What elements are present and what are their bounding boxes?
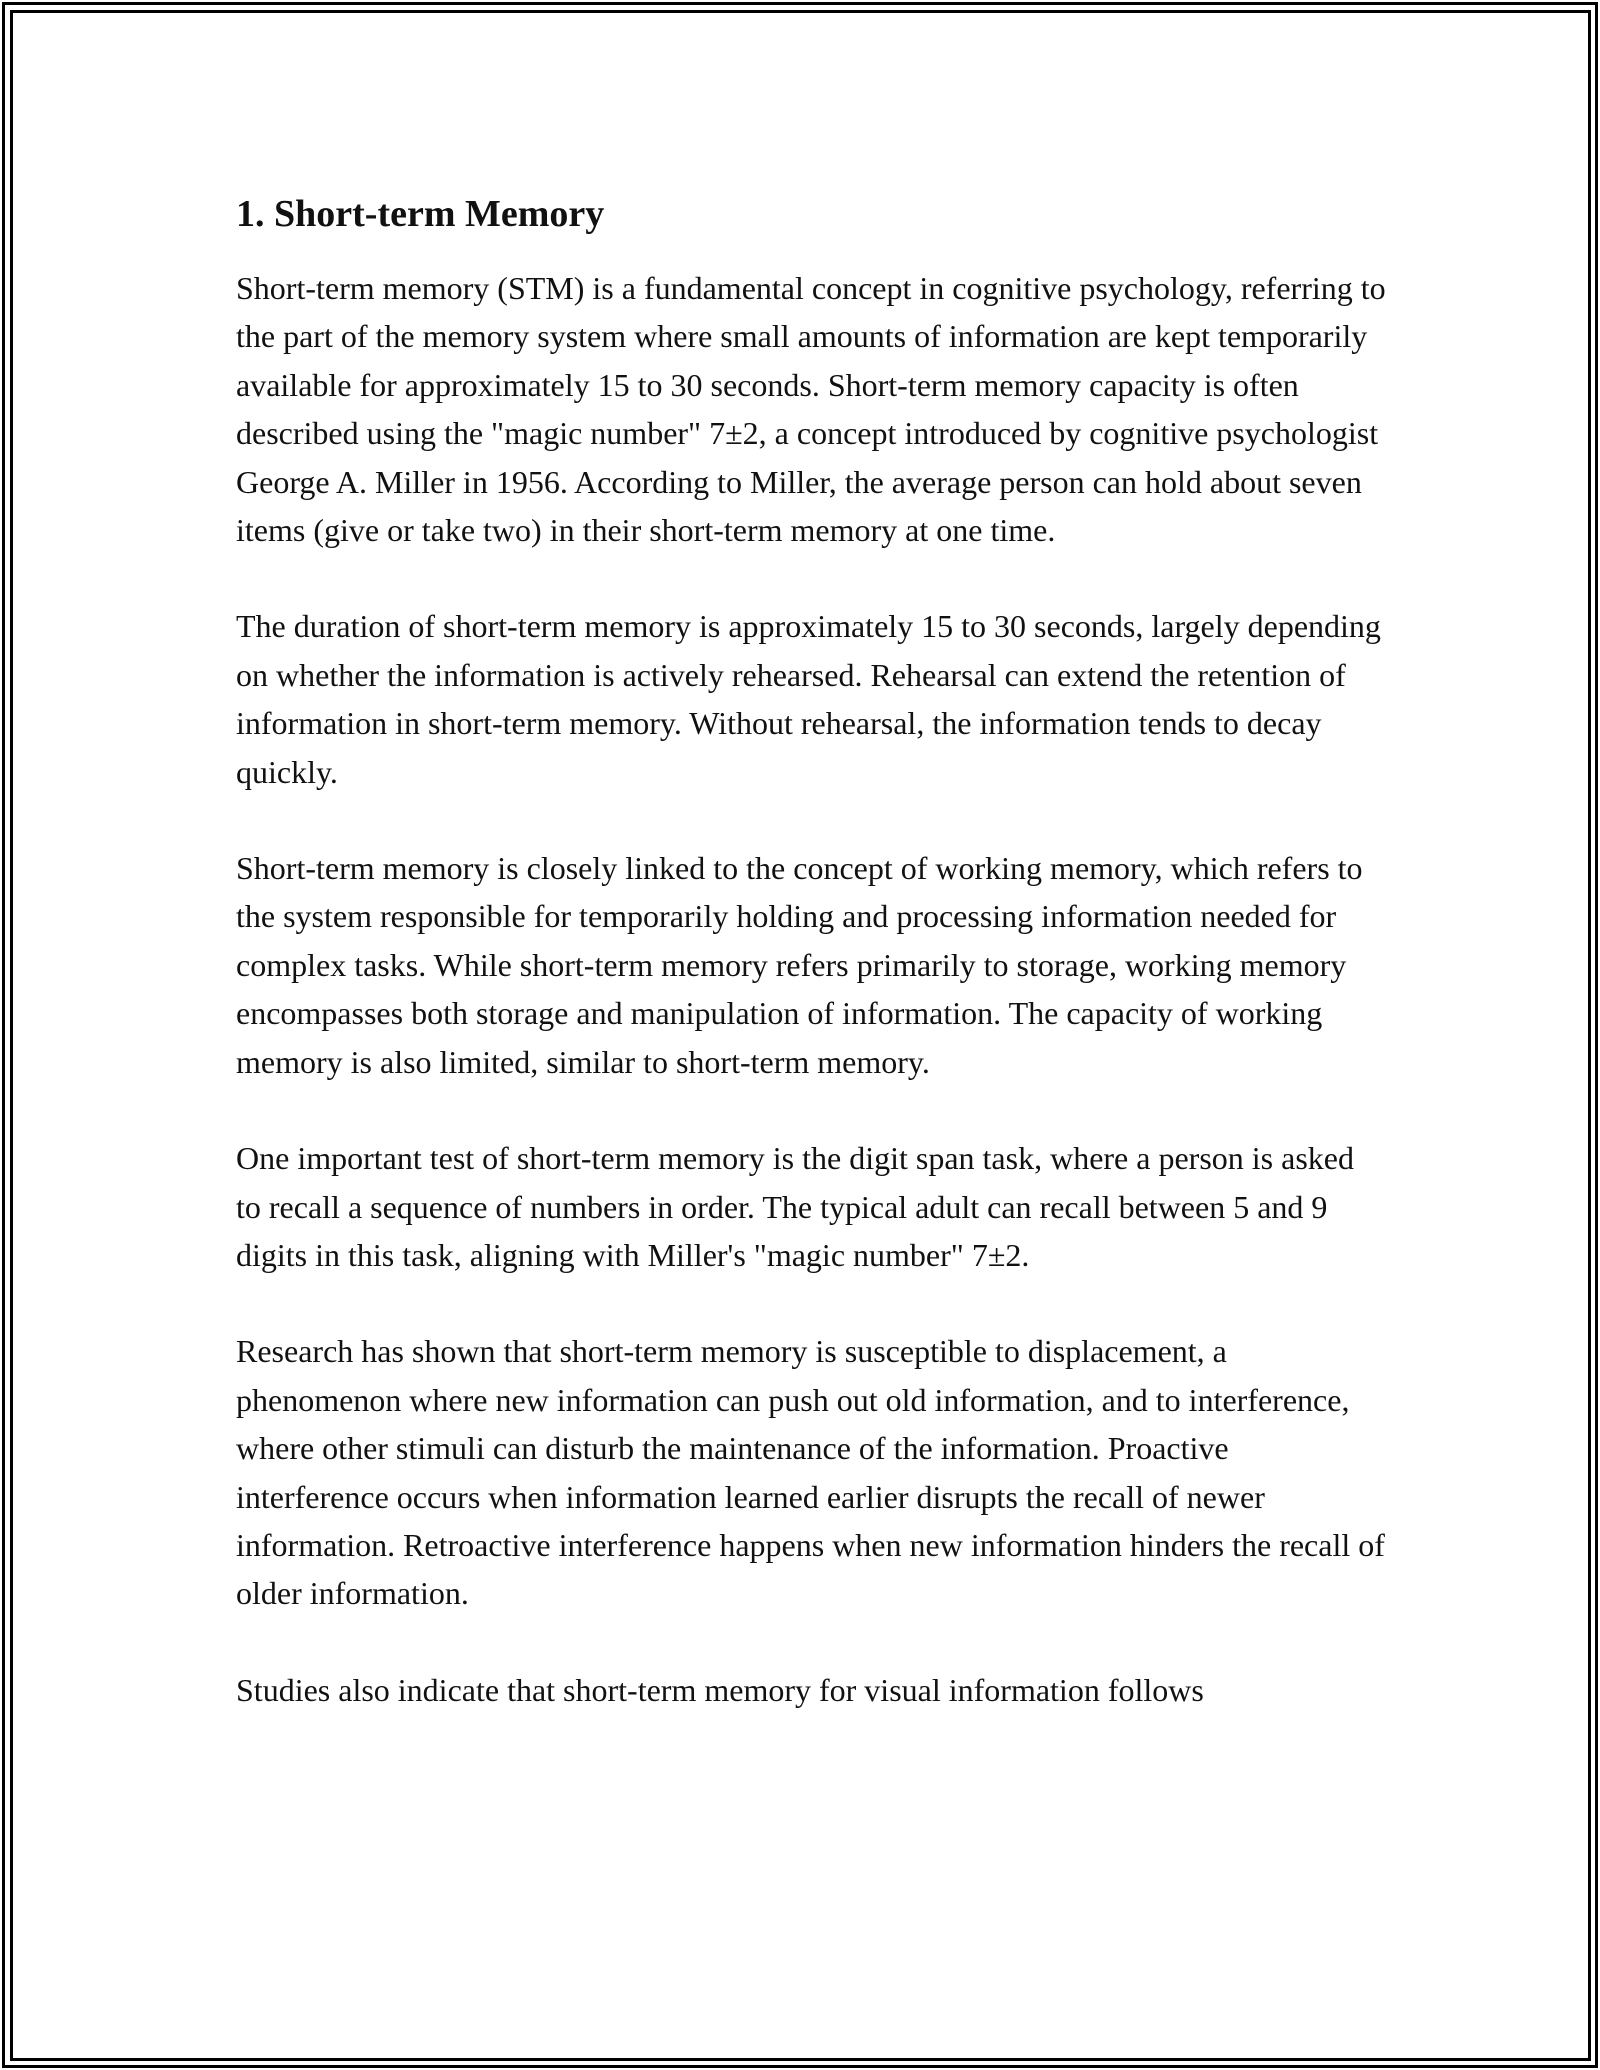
paragraph-interference: Research has shown that short-term memory is susceptible to displacement, a phenomenon where new information can push out old information, and to interference, where other stimuli can disturb the maintenance of the information. Proactive interference occurs when information learned earlier disrupts the recall of newer information. Retroactive interference happens when new information hinders the recall of older information.: [236, 1333, 1385, 1612]
paragraph-visual-memory: Studies also indicate that short-term memory for visual information follows: [236, 1671, 1204, 1708]
document-body: [236, 184, 1386, 1714]
paragraph-digit-span: One important test of short-term memory is the digit span task, where a person is asked to recall a sequence of numbers in order. The typical adult can recall between 5 and 9 digits in this task, aligning with Miller's "magic number" 7±2.: [236, 1140, 1354, 1273]
paragraph-stm-definition: Short-term memory (STM) is a fundamental concept in cognitive psychology, referring to the part of the memory system where small amounts of information are kept temporarily available for approximately 15 to 30 seconds. Short-term memory capacity is often described using the "magic number" 7±2, a concept introduced by cognitive psychologist George A. Miller in 1956. According to Miller, the average person can hold about seven items (give or take two) in their short-term memory at one time.: [236, 270, 1386, 549]
paragraph-working-memory: Short-term memory is closely linked to the concept of working memory, which refers to the system responsible for temporarily holding and processing information needed for complex tasks. While short-term memory refers primarily to storage, working memory encompasses both storage and manipulation of information. The capacity of working memory is also limited, similar to short-term memory.: [236, 850, 1363, 1080]
paragraph-stm-duration: The duration of short-term memory is approximately 15 to 30 seconds, largely depending on whether the information is actively rehearsed. Rehearsal can extend the retention of information in short-term memory. Without rehearsal, the information tends to decay quickly.: [236, 608, 1381, 790]
section-heading: 1. Short-term Memory: [236, 193, 605, 235]
